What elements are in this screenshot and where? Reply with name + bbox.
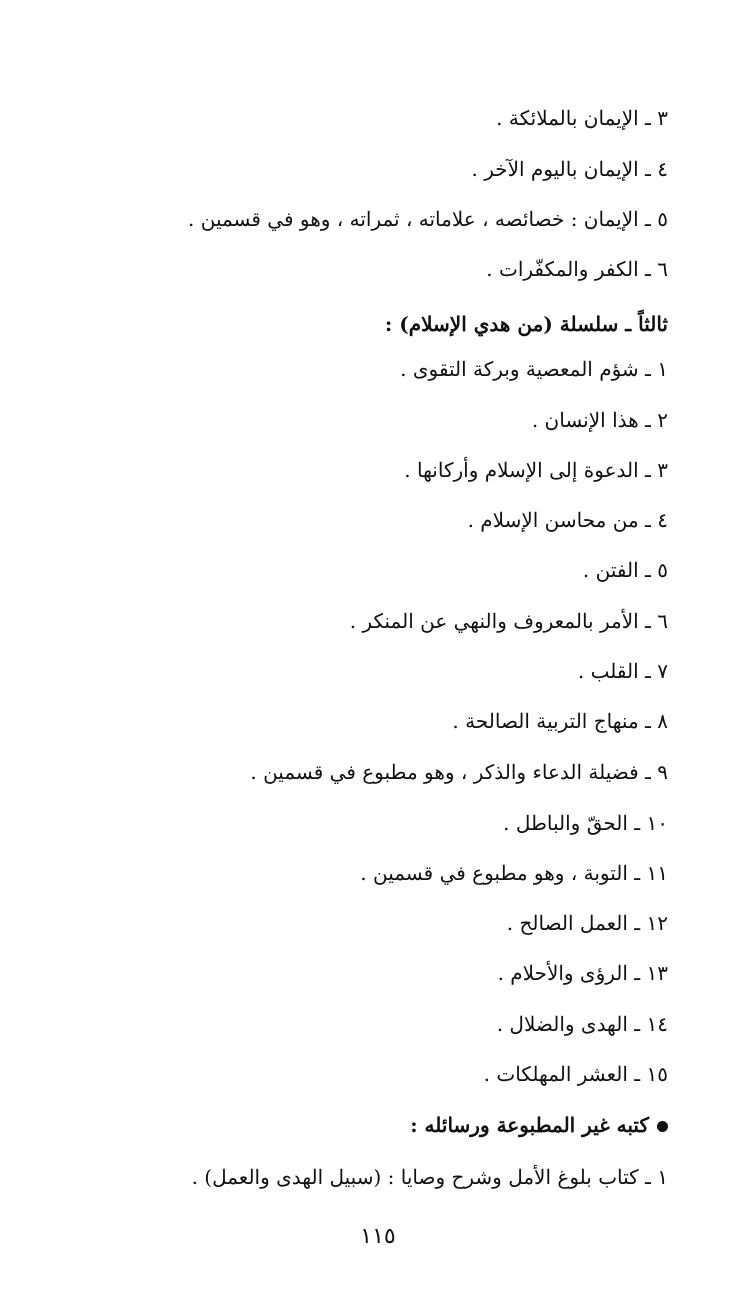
list-item: ١ ـ كتاب بلوغ الأمل وشرح وصايا : (سبيل الهدى والعمل) . — [191, 1165, 668, 1189]
list-item: ١٢ ـ العمل الصالح . — [506, 911, 668, 935]
list-item: ٦ ـ الكفر والمكفّرات . — [486, 257, 668, 281]
list-item: ١٠ ـ الحقّ والباطل . — [503, 811, 668, 835]
list-item: ٨ ـ منهاج التربية الصالحة . — [452, 709, 668, 733]
section-heading-unpublished — [68, 1110, 668, 1140]
section-heading-text: كتبه غير المطبوعة ورسائله : — [410, 1113, 649, 1137]
list-item: ٦ ـ الأمر بالمعروف والنهي عن المنكر . — [349, 609, 668, 633]
list-item: ١٤ ـ الهدى والضلال . — [496, 1012, 668, 1036]
list-item: ٢ ـ هذا الإنسان . — [531, 408, 668, 432]
list-item: ١١ ـ التوبة ، وهو مطبوع في قسمين . — [360, 861, 668, 885]
list-item: ١ ـ شؤم المعصية وبركة التقوى . — [400, 357, 668, 381]
list-item: ٧ ـ القلب . — [577, 659, 668, 683]
page-number: ١١٥ — [360, 1224, 396, 1249]
list-item: ٥ ـ الإيمان : خصائصه ، علاماته ، ثمراته ، وهو في قسمين . — [188, 207, 668, 231]
list-item: ٥ ـ الفتن . — [582, 558, 668, 582]
list-item: ٤ ـ من محاسن الإسلام . — [467, 508, 668, 532]
list-item: ٩ ـ فضيلة الدعاء والذكر ، وهو مطبوع في قسمين . — [250, 760, 668, 784]
list-item: ١٣ ـ الرؤى والأحلام . — [497, 961, 668, 985]
list-item: ٣ ـ الدعوة إلى الإسلام وأركانها . — [404, 458, 668, 482]
bullet-icon — [657, 1121, 668, 1132]
list-item: ٣ ـ الإيمان بالملائكة . — [496, 106, 668, 130]
list-item: ١٥ ـ العشر المهلكات . — [483, 1062, 668, 1086]
list-item: ٤ ـ الإيمان باليوم الآخر . — [471, 157, 668, 181]
section-heading: ثالثاً ـ سلسلة (من هدي الإسلام) : — [384, 312, 668, 336]
